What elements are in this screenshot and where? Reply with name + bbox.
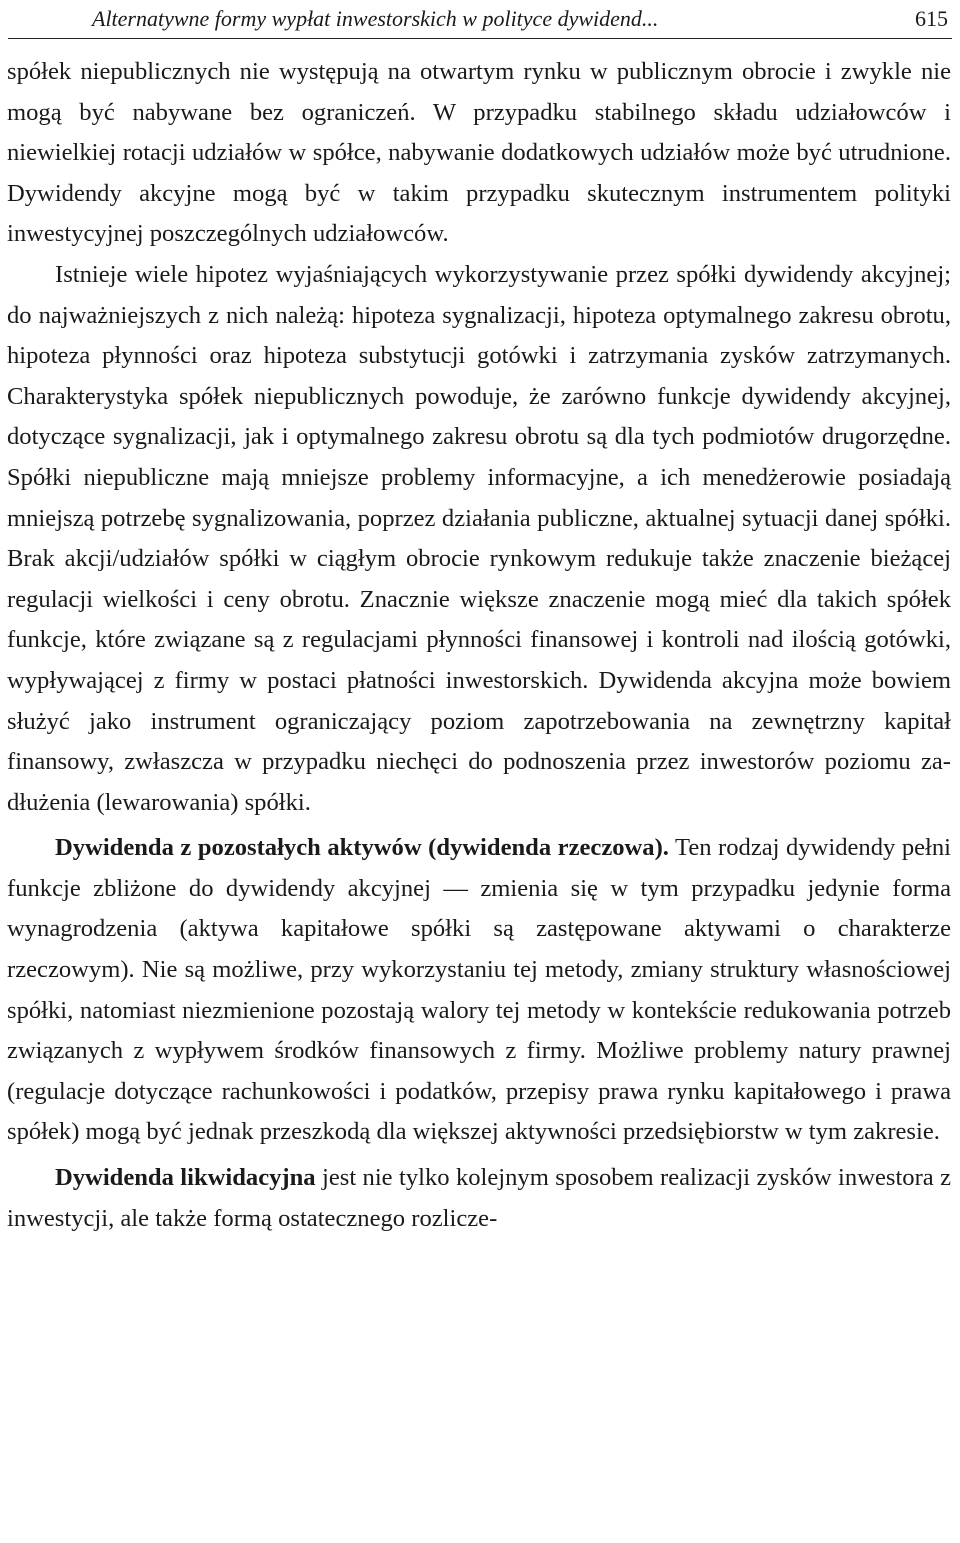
paragraph-1: spółek niepublicznych nie występują na otwartym rynku w publicznym obrocie i zwykle nie mogą być nabywane bez ograniczeń. W przypadku stabilnego składu udziałowców i niewielkiej rotacji udziałów w spółce, nabywanie dodatkowych udziałów może być utrudnione. Dywidendy akcyjne mogą być w takim przypadku skutecznym instrumentem polityki inwestycyjnej poszczególnych udziałowców. bbox=[7, 58, 951, 248]
paragraph-3-text: Ten rodzaj dywidendy pełni funkcje zbliżone do dywidendy akcyjnej — zmienia się w tym przypadku jedynie forma wynagrodzenia (aktywa kapitałowe spółki są zastępowane aktywami o charakterze rzeczowym). Nie są możliwe, przy wykorzystaniu tej metody, zmiany struktury własnościowej spółki, natomiast niezmienione pozostają walory tej metody w kontekście redukowania potrzeb związanych z wypływem środków finansowych z firmy. Możliwe problemy natury prawnej (regulacje dotyczące rachunkowości i podatków, przepisy prawa rynku kapitałowego i prawa spółek) mogą być jednak przeszkodą dla większej aktywności przedsiębiorstw w tym zakresie. bbox=[7, 834, 951, 1146]
paragraph-2: Istnieje wiele hipotez wyjaśniających wykorzystywanie przez spółki dywidendy akcyjnej; do najważniejszych z nich należą: hipoteza sygnalizacji, hipoteza optymalnego zakresu obrotu, hipoteza płynności oraz hipoteza substytucji gotówki i zatrzymania zysków zatrzymanych. Charakterystyka spółek niepublicznych powoduje, że zarówno funkcje dywidendy akcyjnej, dotyczące sygnalizacji, jak i optymalnego zakresu obrotu są dla tych podmiotów drugorzędne. Spółki niepubliczne mają mniejsze problemy informacyjne, a ich menedżerowie posiadają mniejszą potrzebę sygnalizowania, poprzez działania publiczne, aktualnej sytuacji danej spółki. Brak akcji/udziałów spółki w ciągłym obrocie rynkowym redukuje także znaczenie bieżącej regulacji wielkości i ceny obrotu. Znacznie większe znaczenie mogą mieć dla takich spółek funkcje, które związane są z regulacjami płynności finansowej i kontroli nad ilością gotówki, wypływającej z firmy w postaci płatności inwestorskich. Dywidenda akcyjna może bowiem służyć jako instrument ograniczający poziom zapotrzebowania na zewnętrzny kapitał finansowy, zwłaszcza w przypadku niechęci do podnoszenia przez inwestorów poziomu zadłużenia (lewarowania) spółki. bbox=[7, 260, 951, 816]
body-text bbox=[7, 52, 951, 1239]
paragraph-4-text: jest nie tylko kolejnym sposobem realizacji zysków inwestora z inwestycji, ale także formą ostatecznego rozlicze- bbox=[7, 1164, 951, 1232]
paragraph-4 bbox=[7, 1158, 951, 1239]
paragraph-3 bbox=[7, 828, 951, 1153]
running-title: Alternatywne formy wypłat inwestorskich w polityce dywidend... bbox=[92, 6, 659, 31]
running-header bbox=[8, 0, 952, 39]
term-dywidenda-rzeczowa: Dywidenda z pozostałych aktywów (dywidenda rzeczowa). bbox=[55, 834, 669, 862]
page-number: 615 bbox=[915, 6, 948, 31]
term-dywidenda-likwidacyjna: Dywidenda likwidacyjna bbox=[55, 1164, 316, 1192]
